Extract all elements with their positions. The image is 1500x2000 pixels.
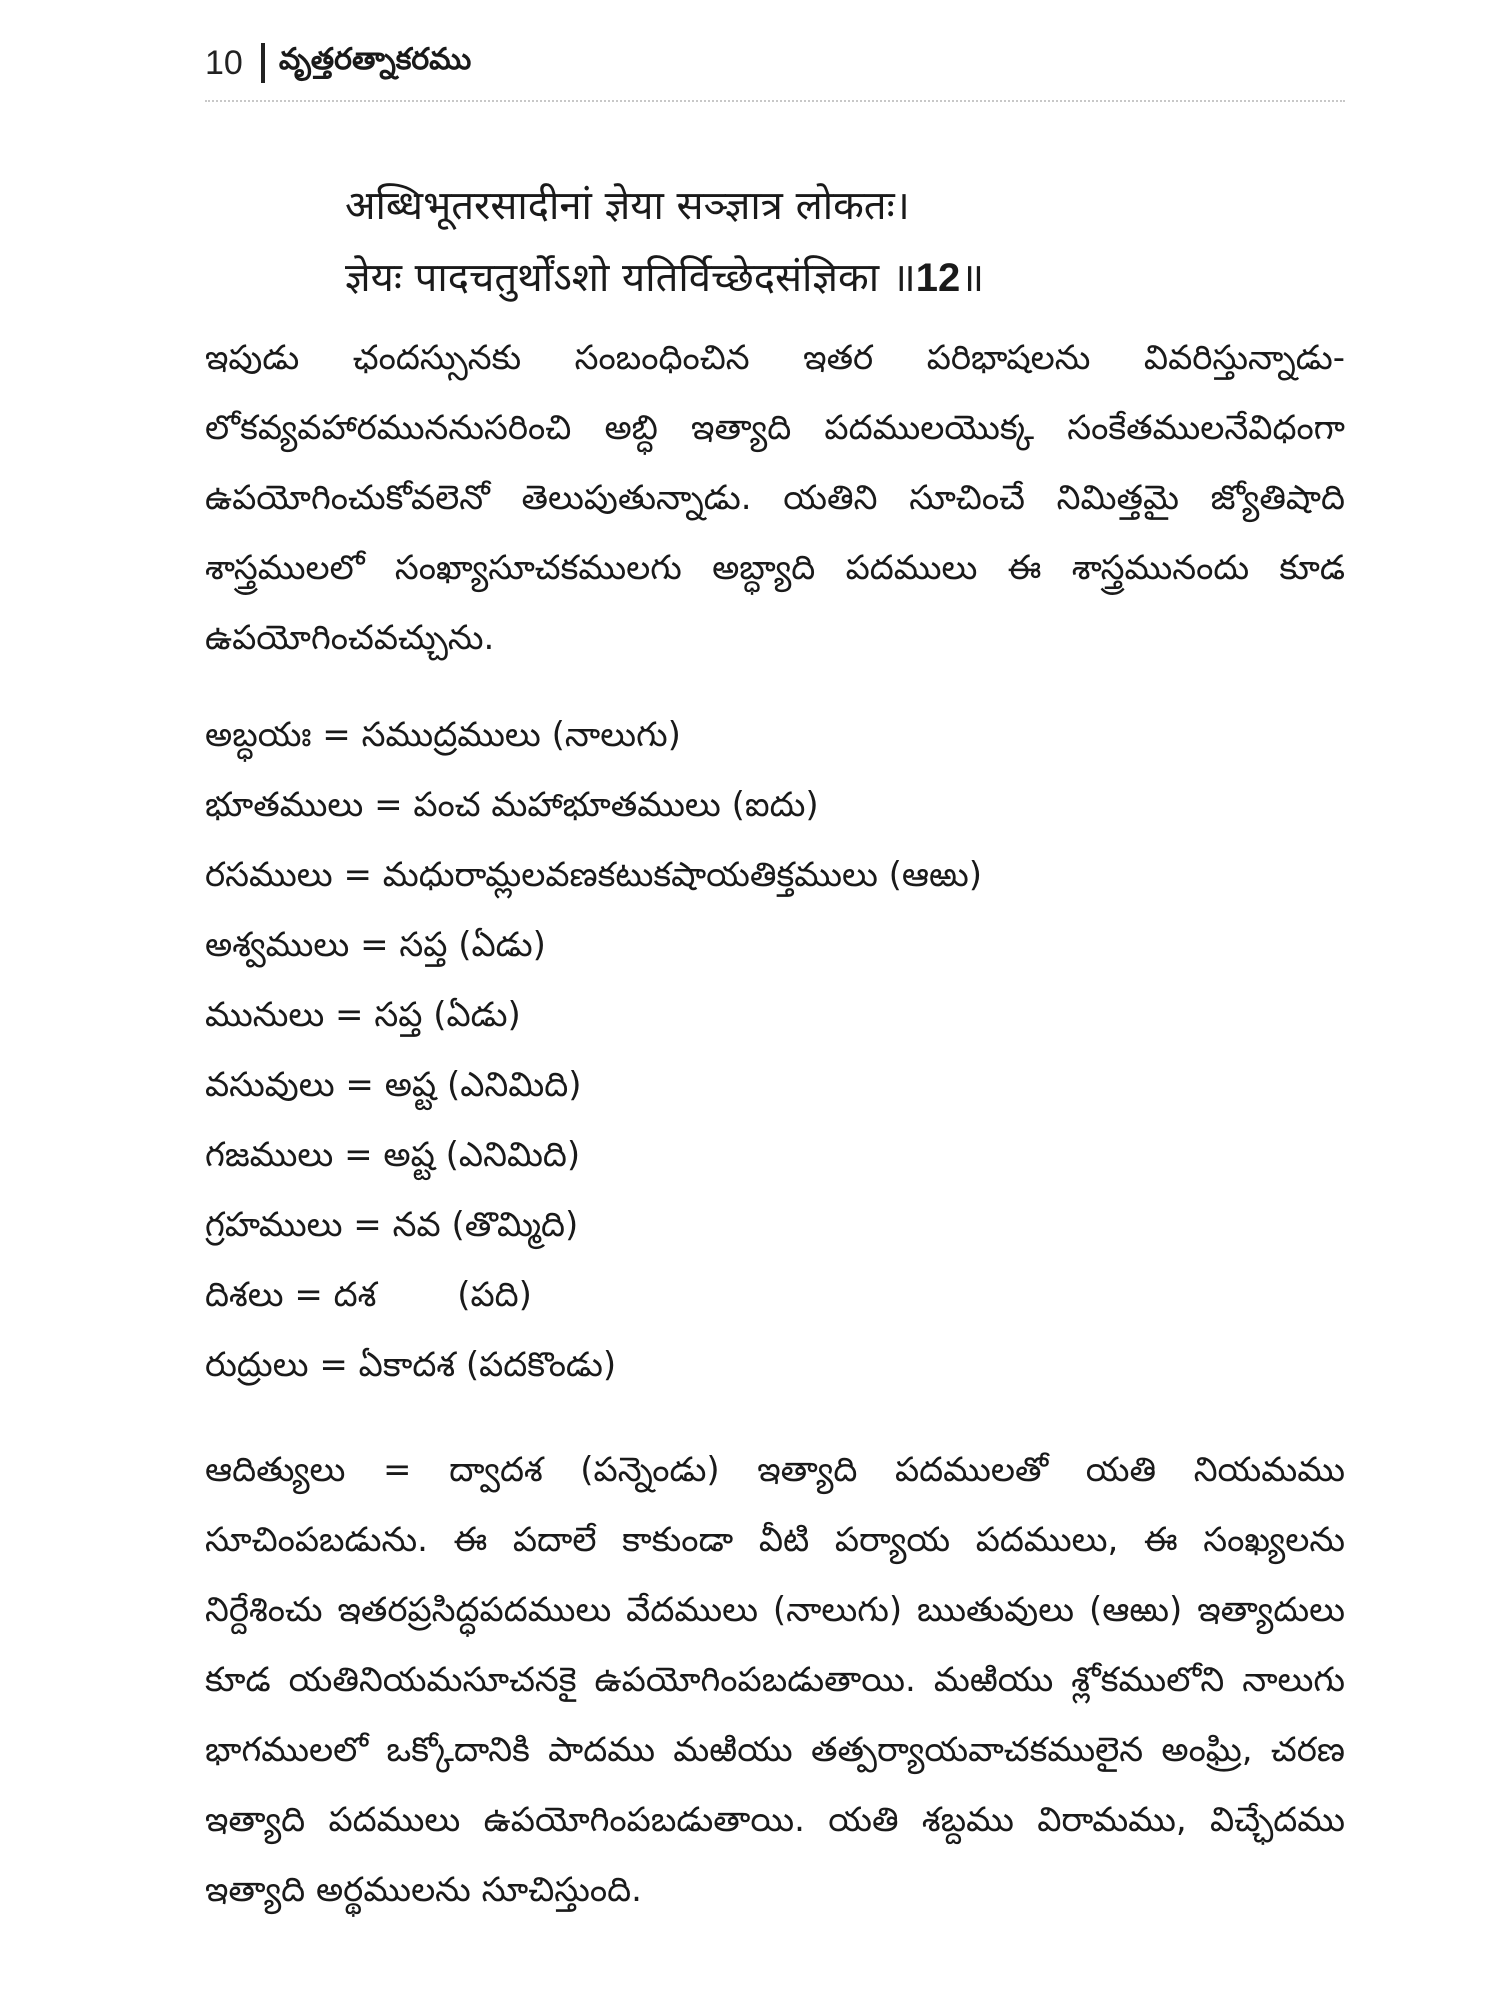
list-item: అశ్వములు = సప్త (ఏడు) — [205, 925, 546, 965]
term-list — [205, 700, 1345, 1400]
sanskrit-verse — [345, 170, 1345, 314]
list-item: రసములు = మధురామ్లలవణకటుకషాయతిక్తములు (ఆఱు) — [205, 855, 983, 895]
header-rule — [205, 100, 1345, 102]
list-item-meaning: (పది) — [457, 1275, 532, 1315]
header-divider — [261, 43, 265, 83]
list-item: గజములు = అష్ట (ఎనిమిది) — [205, 1135, 581, 1175]
verse-line-2-text: ज्ञेयः पादचतुर्थोंऽशो यतिर्विच्छेदसंज्ञिका ॥ — [345, 255, 916, 301]
verse-number: 12 — [915, 256, 961, 300]
commentary-paragraph-2: ఆదిత్యులు = ద్వాదశ (పన్నెండు) ఇత్యాది పదములతో యతి నియమము సూచింపబడును. ఈ పదాలే కాకుండా వీటి పర్యాయ పదములు, ఈ సంఖ్యలను నిర్దేశించు ఇతరప్రసిద్ధపదములు వేదములు (నాలుగు) ఋతువులు (ఆఱు) ఇత్యాదులు కూడ యతినియమసూచనకై ఉపయోగింపబడుతాయి. మఱియు శ్లోకములోని నాలుగు భాగములలో ఒక్కోదానికి పాదము మఱియు తత్పర్యాయవాచకములైన అంఘ్రి, చరణ ఇత్యాది పదములు ఉపయోగింపబడుతాయి. యతి శబ్దము విరామము, విచ్ఛేదము ఇత్యాది అర్థములను సూచిస్తుంది. — [205, 1450, 1345, 1910]
list-item: భూతములు = పంచ మహాభూతములు (ఐదు) — [205, 785, 819, 825]
list-item: వసువులు = అష్ట (ఎనిమిది) — [205, 1065, 582, 1105]
verse-line-2 — [345, 242, 1345, 314]
book-title: వృత్తరత్నాకరము — [278, 42, 472, 77]
page-number: 10 — [205, 43, 243, 82]
list-item: రుద్రులు = ఏకాదశ (పదకొండు) — [205, 1345, 617, 1385]
verse-end-mark: ॥ — [960, 255, 985, 301]
running-header — [205, 42, 471, 84]
list-item: గ్రహములు = నవ (తొమ్మిది) — [205, 1205, 579, 1245]
list-item-term: దిశలు = దశ — [205, 1275, 377, 1315]
list-item — [205, 1260, 1345, 1330]
verse-line-1: अब्धिभूतरसादीनां ज्ञेया सञ्ज्ञात्र लोकतः। — [345, 183, 910, 229]
commentary-paragraph-1: ఇపుడు ఛందస్సునకు సంబంధించిన ఇతర పరిభాషలను వివరిస్తున్నాడు- లోకవ్యవహారముననుసరించి అబ్ధి ఇత్యాది పదములయొక్క సంకేతములనేవిధంగా ఉపయోగించుకోవలెనో తెలుపుతున్నాడు. యతిని సూచించే నిమిత్తమై జ్యోతిషాది శాస్త్రములలో సంఖ్యాసూచకములగు అబ్ధ్యాది పదములు ఈ శాస్త్రమునందు కూడ ఉపయోగించవచ్చును. — [205, 338, 1345, 658]
list-item: మునులు = సప్త (ఏడు) — [205, 995, 521, 1035]
list-item: అబ్ధయః = సముద్రములు (నాలుగు) — [205, 715, 681, 755]
